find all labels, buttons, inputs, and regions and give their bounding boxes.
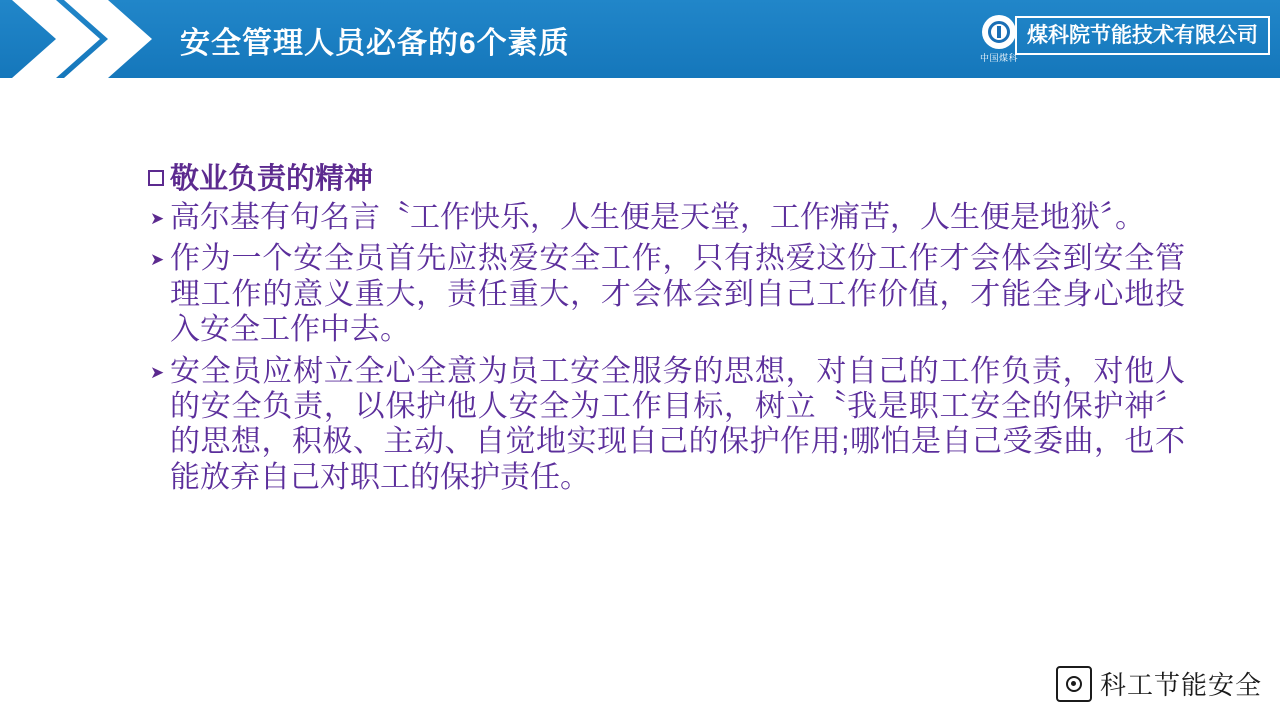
arrow-bullet-icon: ➤ — [150, 250, 165, 270]
list-item-text: 作为一个安全员首先应热爱安全工作，只有热爱这份工作才会体会到安全管理工作的意义重大，责任重大，才会体会到自己工作价值，才能全身心地投入安全工作中去。 — [170, 242, 1185, 347]
list-item — [150, 200, 1185, 235]
list-item — [150, 241, 1185, 347]
list-item-text: 安全员应树立全心全意为员工安全服务的思想，对自己的工作负责，对他人的安全负责，以保护他人安全为工作目标，树立〝我是职工安全的保护神〞的思想，积极、主动、自觉地实现自己的保护作用;哪怕是自己受委曲，也不能放弃自己对职工的保护责任。 — [170, 354, 1185, 494]
footer-watermark-label: 科工节能安全 — [1099, 670, 1262, 700]
square-bullet-icon — [148, 170, 164, 186]
logo-caption: 中国煤科 — [979, 52, 1018, 63]
bullet-list — [150, 200, 1185, 501]
wechat-account-icon — [1056, 666, 1092, 702]
list-item-text: 高尔基有句名言〝工作快乐，人生便是天堂，工作痛苦，人生便是地狱〞。 — [170, 201, 1145, 234]
footer-watermark — [1056, 665, 1262, 702]
slide-body — [0, 78, 1280, 720]
coal-science-logo-icon — [982, 15, 1016, 49]
arrow-bullet-icon: ➤ — [150, 362, 165, 382]
company-name-box: 煤科院节能技术有限公司 — [1015, 16, 1270, 55]
double-chevron-right-icon — [12, 0, 152, 78]
page-title: 安全管理人员必备的6个素质 — [180, 27, 570, 60]
section-heading — [148, 156, 373, 197]
section-heading-label: 敬业负责的精神 — [170, 163, 374, 195]
list-item — [150, 354, 1185, 496]
arrow-bullet-icon: ➤ — [150, 209, 165, 228]
slide-header — [0, 0, 1280, 78]
